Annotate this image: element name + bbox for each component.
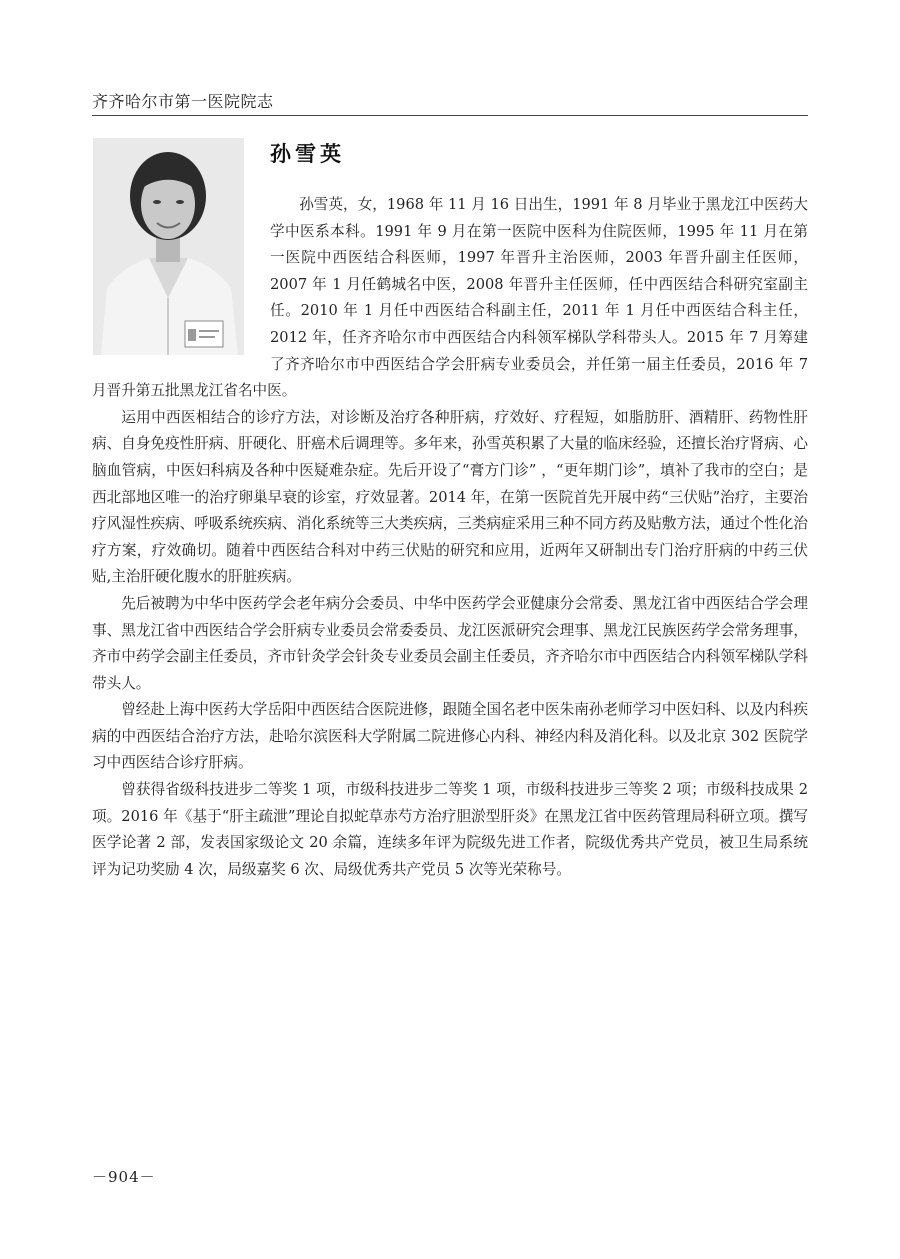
paragraph-expertise: 运用中西医相结合的诊疗方法，对诊断及治疗各种肝病，疗效好、疗程短，如脂肪肝、酒精肝、药物性肝病、自身免疫性肝病、肝硬化、肝癌术后调理等。多年来，孙雪英积累了大量的临床经验，还擅长治疗肾病、心脑血管病，中医妇科病及各种中医疑难杂症。先后开设了“膏方门诊” ，“更年期门诊”，填补了我市的空白；是西北部地区唯一的治疗卵巢早衰的诊室，疗效显著。2014 年，在第一医院首先开展中药“三伏贴”治疗，主要治疗风湿性疾病、呼吸系统疾病、消化系统等三大类疾病，三类病症采用三种不同方药及贴敷方法，通过个性化治疗方案，疗效确切。随着中西医结合科对中药三伏贴的研究和应用，近两年又研制出专门治疗肝病的中药三伏贴,主治肝硬化腹水的肝脏疾病。: [92, 408, 808, 586]
paragraph-appointments: 先后被聘为中华中医药学会老年病分会委员、中华中医药学会亚健康分会常委、黑龙江省中西医结合学会理事、黑龙江省中西医结合学会肝病专业委员会常委委员、龙江医派研究会理事、黑龙江民族医药学会常务理事，齐市中药学会副主任委员，齐市针灸学会针灸专业委员会副主任委员，齐齐哈尔市中西医结合内科领军梯队学科带头人。: [92, 594, 808, 692]
photo-wrap-spacer: [92, 192, 270, 364]
person-name-heading: 孙雪英: [270, 141, 345, 166]
paragraph-training: 曾经赴上海中医药大学岳阳中西医结合医院进修，跟随全国名老中医朱南孙老师学习中医妇科、以及内科疾病的中西医结合治疗方法，赴哈尔滨医科大学附属二院进修心内科、神经内科及消化科。以及北京 302 医院学习中西医结合诊疗肝病。: [92, 701, 808, 772]
running-head-title: 齐齐哈尔市第一医院院志: [92, 92, 274, 111]
page-number: －904－: [92, 1168, 156, 1186]
header-rule: [92, 115, 808, 116]
biography-body: [92, 192, 808, 883]
paragraph-awards: 曾获得省级科技进步二等奖 1 项，市级科技进步二等奖 1 项，市级科技进步三等奖 2 项；市级科技成果 2 项。2016 年《基于“肝主疏泄”理论自拟蛇草赤芍方治疗胆淤型肝炎》在黑龙江省中医药管理局科研立项。撰写医学论著 2 部，发表国家级论文 20 余篇，连续多年评为院级先进工作者，院级优秀共产党员，被卫生局系统评为记功奖励 4 次，局级嘉奖 6 次、局级优秀共产党员 5 次等光荣称号。: [92, 781, 808, 878]
paragraph-career: 孙雪英，女，1968 年 11 月 16 日出生，1991 年 8 月毕业于黑龙江中医药大学中医系本科。1991 年 9 月在第一医院中医科为住院医师，1995 年 11 月在第一医院中西医结合科医师，1997 年晋升主治医师，2003 年晋升副主任医师，2007 年 1 月任鹤城名中医，2008 年晋升主任医师，任中西医结合科研究室副主任。2010 年 1 月任中西医结合科副主任，2011 年 1 月任中西医结合科主任，2012 年，任齐齐哈尔市中西医结合内科领军梯队学科带头人。2015 年 7 月筹建了齐齐哈尔市中西医结合学会肝病专业委员会，并任第一届主任委员，2016 年 7 月晋升第五批黑龙江省名中医。: [92, 196, 808, 400]
